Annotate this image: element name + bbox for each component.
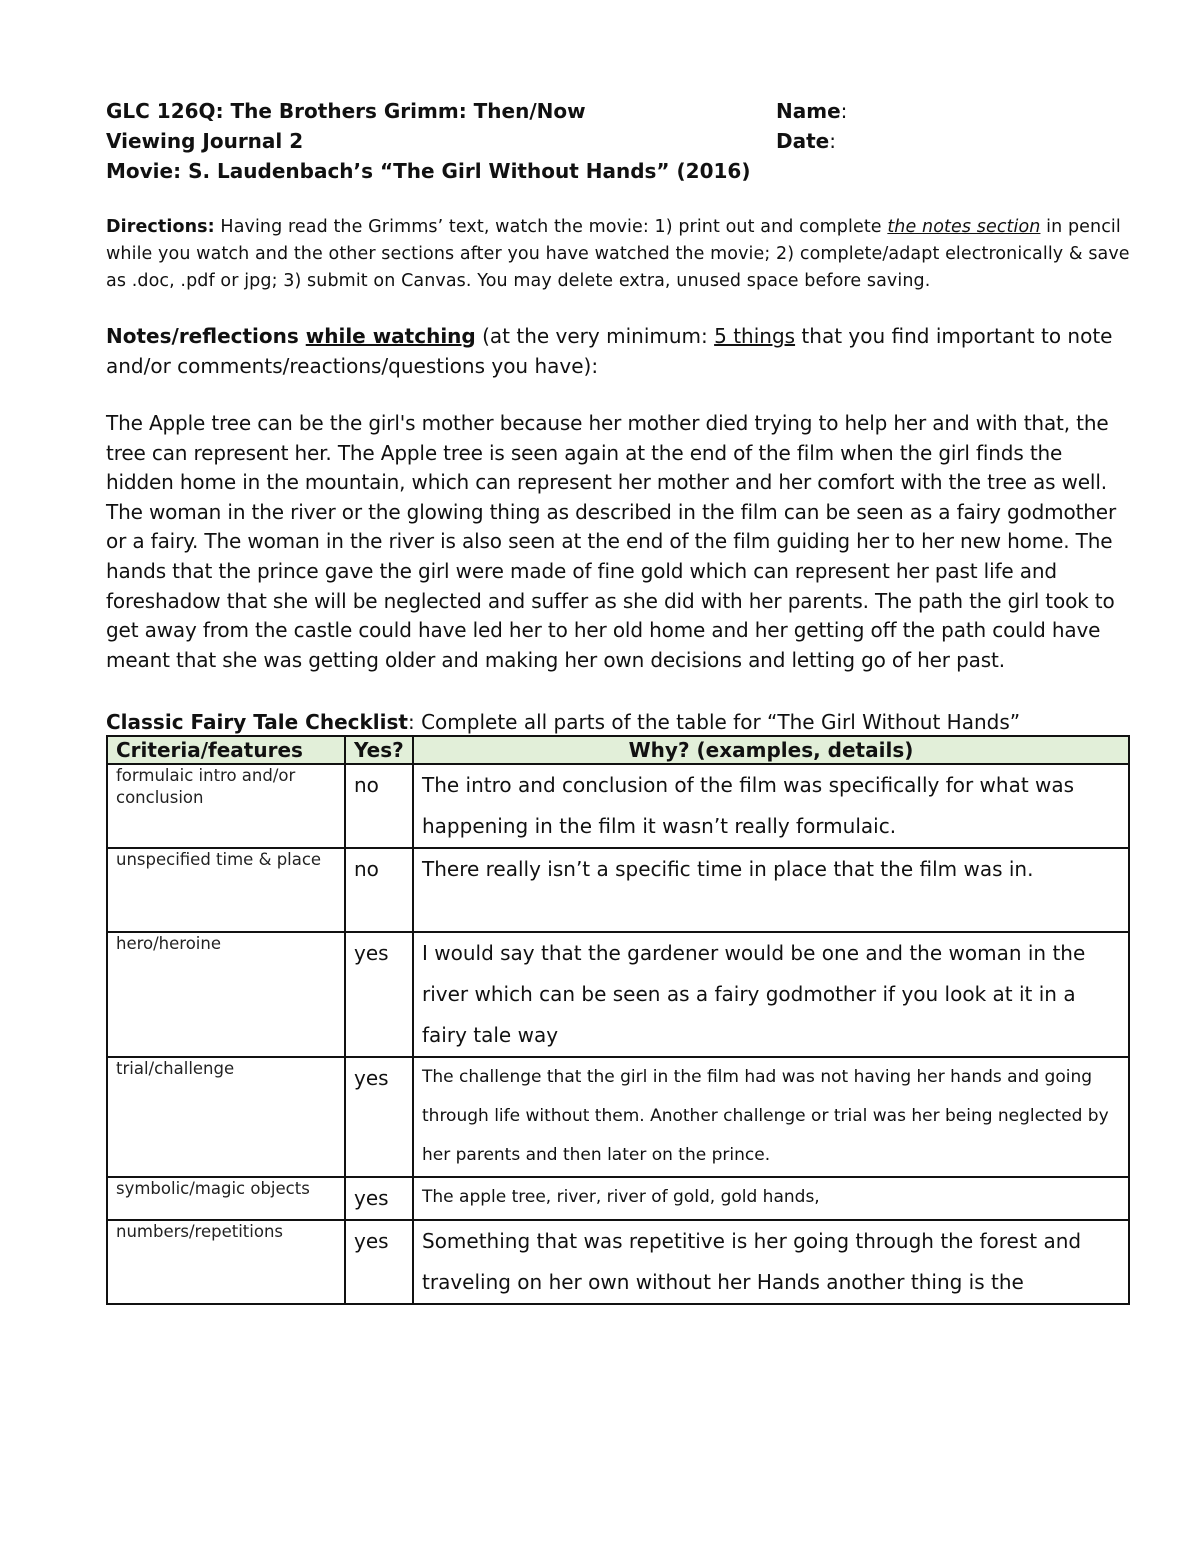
- checklist-title: [106, 709, 1130, 735]
- notes-heading-end: that you find important to note and/or comments/reactions/questions you have):: [106, 324, 1113, 378]
- movie-title: : S. Laudenbach’s “The Girl Without Hands” (2016): [173, 159, 751, 183]
- notes-heading: [106, 321, 1130, 381]
- criteria-cell: hero/heroine: [107, 932, 345, 1057]
- date-colon: :: [829, 129, 836, 153]
- yes-cell: no: [345, 764, 413, 848]
- directions-text-end: in pencil while you watch and the other sections after you have watched the movie; 2) complete/adapt electronically & save as .doc, .pdf or jpg; 3) submit on Canvas. You may delete extra, unused space before saving.: [106, 217, 1130, 291]
- yes-cell: yes: [345, 932, 413, 1057]
- checklist-title-bold: Classic Fairy Tale Checklist: [106, 710, 408, 735]
- table-header-row: [107, 736, 1129, 764]
- yes-cell: yes: [345, 1057, 413, 1177]
- yes-cell: no: [345, 848, 413, 932]
- table-row: [107, 932, 1129, 1057]
- date-field: [776, 126, 836, 156]
- col-yes: Yes?: [345, 736, 413, 764]
- course-title: : The Brothers Grimm: Then/Now: [215, 99, 586, 123]
- table-row: [107, 764, 1129, 848]
- notes-answer: The Apple tree can be the girl's mother because her mother died trying to help her and with that, the tree can represent her. The Apple tree is seen again at the end of the film when the girl finds the hidden home in the mountain, which can represent her mother and her comfort with the tree as well. The woman in the river or the glowing thing as described in the film can be seen as a fairy godmother or a fairy. The woman in the river is also seen at the end of the film guiding her to her new home. The hands that the prince gave the girl were made of fine gold which can represent her past life and foreshadow that she will be neglected and suffer as she did with her parents. The path the girl took to get away from the castle could have led her to her old home and her getting off the path could have meant that she was getting older and making her own decisions and letting go of her past.: [106, 411, 1117, 672]
- checklist-title-rest: : Complete all parts of the table for “The Girl Without Hands”: [407, 710, 1021, 735]
- criteria-cell: numbers/repetitions: [107, 1220, 345, 1304]
- table-row: [107, 848, 1129, 932]
- notes-heading-mid: (at the very minimum:: [475, 324, 715, 348]
- name-field: [776, 96, 847, 126]
- criteria-cell: symbolic/magic objects: [107, 1177, 345, 1220]
- why-cell: Something that was repetitive is her going through the forest and traveling on her own without her Hands another thing is the: [413, 1220, 1129, 1304]
- table-row: [107, 1177, 1129, 1220]
- notes-heading-bold: Notes/reflections: [106, 324, 306, 348]
- directions-label: Directions:: [106, 217, 215, 237]
- criteria-cell: trial/challenge: [107, 1057, 345, 1177]
- journal-title: Viewing Journal 2: [106, 129, 304, 153]
- criteria-cell: unspecified time & place: [107, 848, 345, 932]
- why-cell: I would say that the gardener would be one and the woman in the river which can be seen as a fairy godmother if you look at it in a fairy tale way: [413, 932, 1129, 1057]
- why-cell: There really isn’t a specific time in place that the film was in.: [413, 848, 1129, 932]
- directions-text-start: Having read the Grimms’ text, watch the movie: 1) print out and complete: [214, 217, 888, 237]
- notes-heading-while-watching: while watching: [305, 324, 476, 348]
- document-page: [106, 96, 1130, 1305]
- notes-heading-five-things: 5 things: [714, 324, 796, 348]
- movie-label: Movie: [106, 159, 174, 183]
- table-row: [107, 1220, 1129, 1304]
- course-label: GLC 126Q: [106, 99, 216, 123]
- date-label: Date: [776, 129, 830, 153]
- checklist-table: [106, 735, 1130, 1305]
- movie-line: [106, 156, 750, 186]
- name-colon: :: [840, 99, 848, 123]
- criteria-cell: formulaic intro and/or conclusion: [107, 764, 345, 848]
- directions-paragraph: [106, 214, 1130, 295]
- name-label: Name: [776, 99, 841, 123]
- why-cell: The intro and conclusion of the film was specifically for what was happening in the film it wasn’t really formulaic.: [413, 764, 1129, 848]
- why-cell: The apple tree, river, river of gold, gold hands,: [413, 1177, 1129, 1220]
- why-cell: The challenge that the girl in the film had was not having her hands and going through life without them. Another challenge or trial was her being neglected by her parents and then later on the prince.: [413, 1057, 1129, 1177]
- yes-cell: yes: [345, 1220, 413, 1304]
- course-line: [106, 96, 586, 126]
- col-criteria: Criteria/features: [107, 736, 345, 764]
- notes-section-link: the notes section: [887, 217, 1041, 237]
- yes-cell: yes: [345, 1177, 413, 1220]
- table-row: [107, 1057, 1129, 1177]
- header-block: [106, 96, 1130, 192]
- col-why: Why? (examples, details): [413, 736, 1129, 764]
